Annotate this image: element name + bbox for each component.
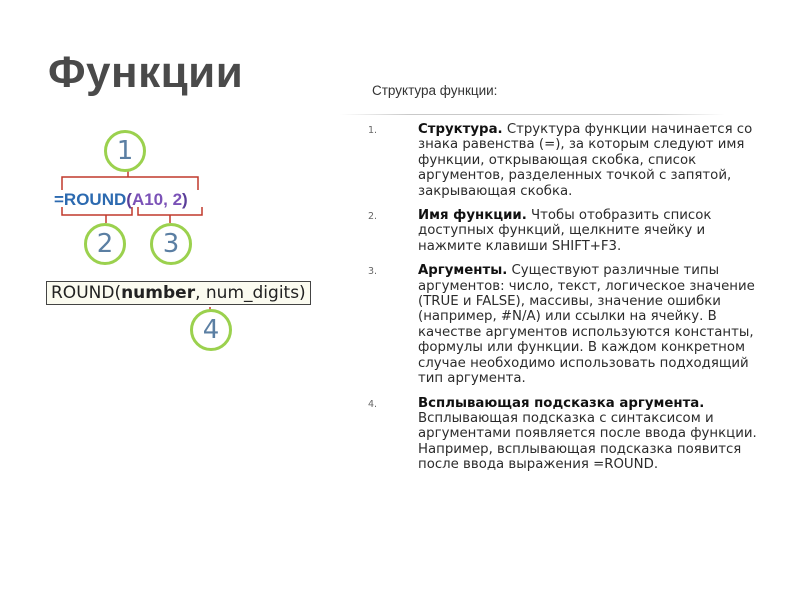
tooltip-current-arg: number [121, 283, 196, 303]
item-text: Чтобы отобразить список доступных функций, щелкните ячейку и нажмите клавиши SHIFT+F3. [418, 208, 712, 254]
tooltip-rest: , num_digits) [195, 283, 306, 303]
list-number: 4. [368, 398, 378, 410]
item-heading: Структура. [418, 122, 503, 137]
item-text: Всплывающая подсказка с синтаксисом и аргументами появляется после ввода функции. Например, всплывающая подсказка появится после ввода выражения =ROUND. [418, 410, 757, 473]
formula-close-paren: ) [182, 190, 188, 209]
list-item [350, 208, 770, 254]
formula-example [54, 190, 188, 210]
bracket-whole-function [62, 177, 198, 190]
item-text: Структура функции начинается со знака равенства (=), за которым следуют имя функции, открывающая скобка, список аргументов, разделенных точкой с запятой, закрывающая скобка. [418, 122, 753, 199]
marker-4: 4 [190, 309, 232, 351]
formula-arguments: A10, 2 [131, 190, 183, 209]
marker-3: 3 [150, 223, 192, 265]
structure-steps-list [350, 122, 770, 482]
argument-tooltip [46, 281, 311, 305]
item-heading: Аргументы. [418, 263, 508, 279]
list-number: 3. [368, 266, 378, 278]
slide-title: Функции [48, 48, 244, 97]
list-item [350, 396, 770, 473]
list-item [350, 263, 770, 386]
list-number: 1. [368, 125, 378, 136]
item-heading: Имя функции. [418, 208, 527, 224]
function-structure-diagram [40, 135, 330, 365]
divider-line [340, 114, 725, 115]
item-text: Существуют различные типы аргументов: число, текст, логическое значение (TRUE и FALSE), массивы, значение ошибки (например, #N/A) или ссылки на ячейку. В качестве аргументов используются константы, формулы или функции. В каждом конкретном случае необходимо использовать подходящий тип аргумента. [418, 263, 755, 387]
formula-open-paren: ( [126, 190, 132, 209]
formula-function-name: =ROUND [54, 190, 127, 209]
list-item [350, 122, 770, 199]
marker-2: 2 [84, 223, 126, 265]
item-heading: Всплывающая подсказка аргумента. [418, 395, 705, 411]
tooltip-function: ROUND( [51, 283, 122, 303]
list-number: 2. [368, 211, 378, 223]
marker-1: 1 [104, 130, 146, 172]
slide-subtitle: Структура функции: [372, 83, 498, 98]
